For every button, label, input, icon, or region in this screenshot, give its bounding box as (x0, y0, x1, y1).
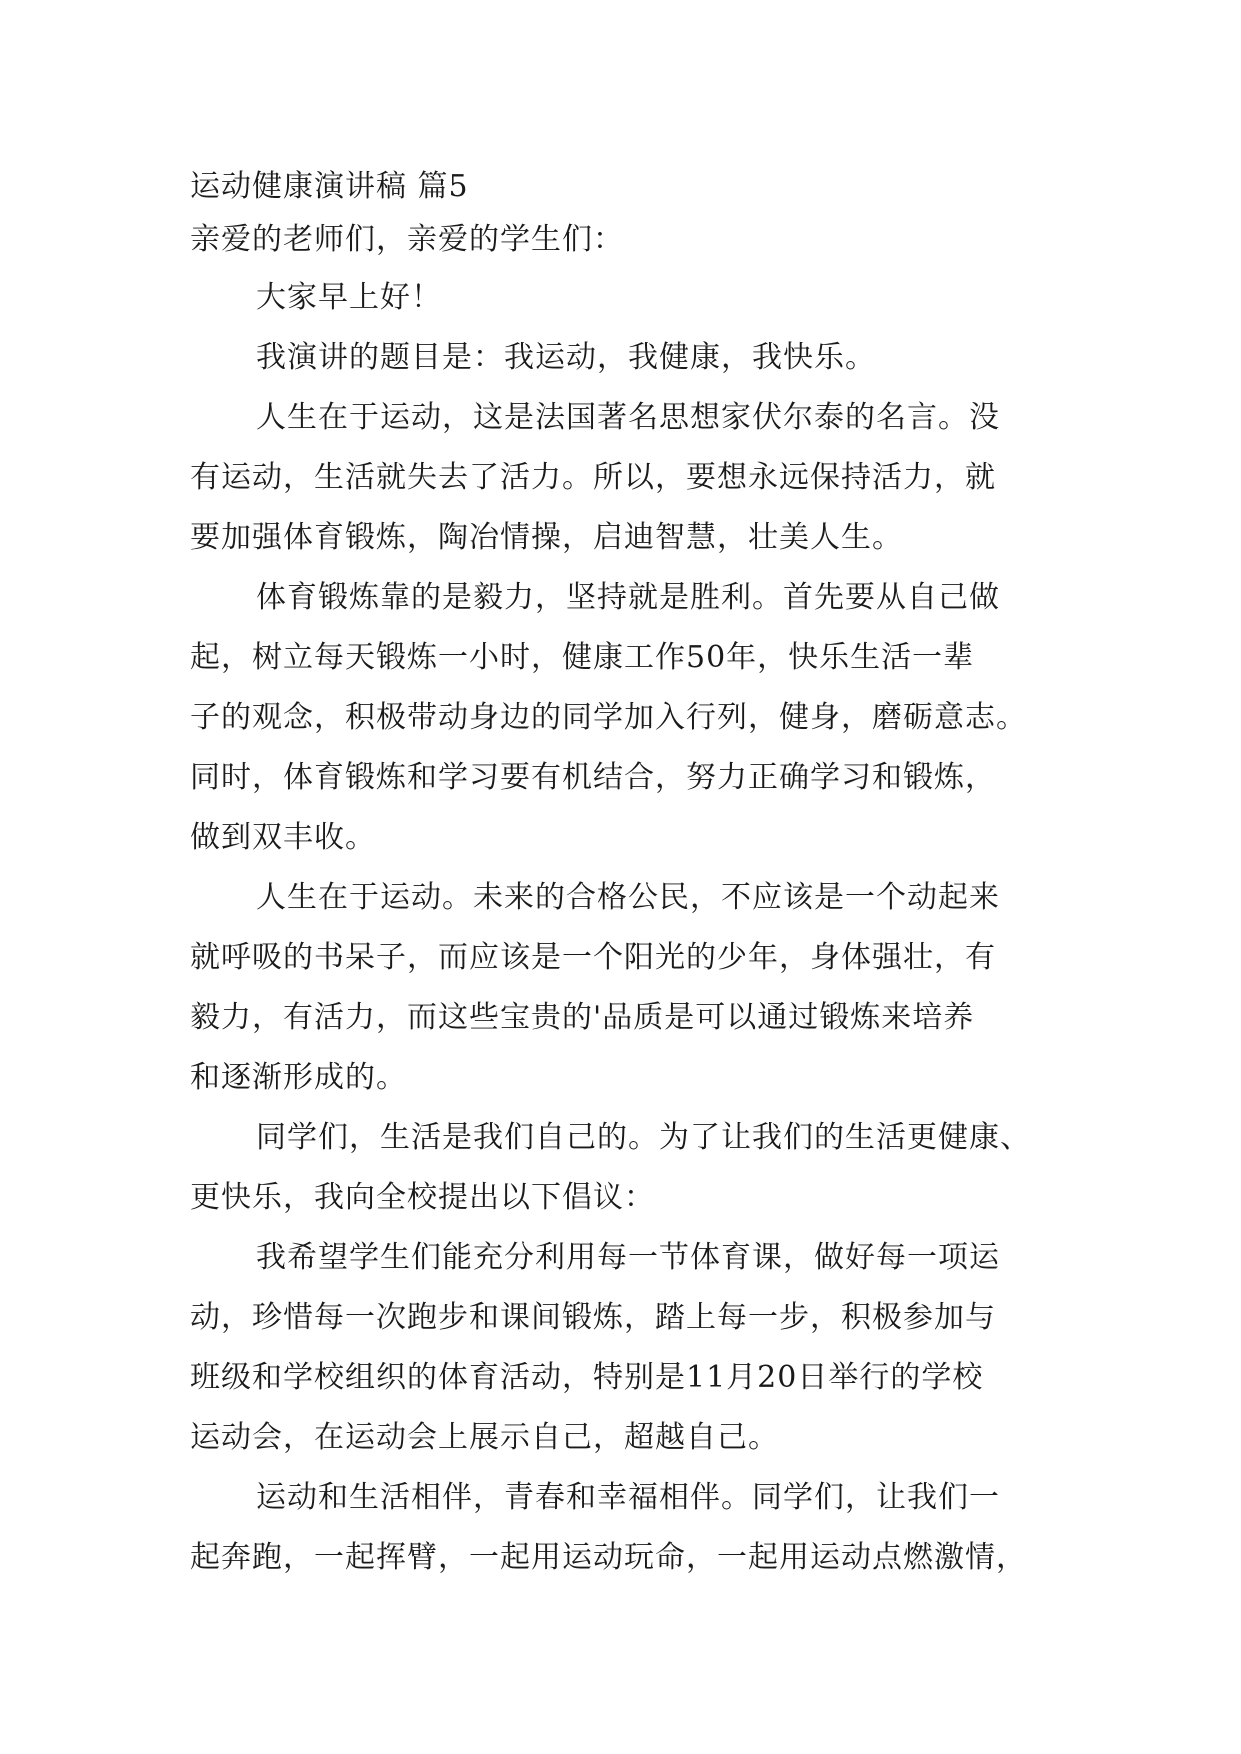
text-line: 和逐渐形成的。 (190, 1060, 407, 1095)
text-line: 我希望学生们能充分利用每一节体育课，做好每一项运 (256, 1240, 1000, 1275)
text-line: 动，珍惜每一次跑步和课间锻炼，踏上每一步，积极参加与 (190, 1300, 996, 1335)
text-line: 人生在于运动，这是法国著名思想家伏尔泰的名言。没 (256, 400, 1000, 435)
text-line: 要加强体育锻炼，陶冶情操，启迪智慧，壮美人生。 (190, 520, 903, 555)
text-line: 起，树立每天锻炼一小时，健康工作50年，快乐生活一辈 (190, 640, 975, 675)
document-title: 运动健康演讲稿 篇5 (190, 169, 469, 204)
text-line: 我演讲的题目是：我运动，我健康，我快乐。 (256, 340, 876, 375)
text-line: 人生在于运动。未来的合格公民，不应该是一个动起来 (256, 880, 1000, 915)
text-line: 同学们，生活是我们自己的。为了让我们的生活更健康、 (256, 1120, 1031, 1155)
text-line: 班级和学校组织的体育活动，特别是11月20日举行的学校 (190, 1360, 984, 1395)
text-line: 毅力，有活力，而这些宝贵的'品质是可以通过锻炼来培养 (190, 1000, 975, 1035)
salutation: 亲爱的老师们，亲爱的学生们： (190, 222, 624, 257)
text-line: 做到双丰收。 (190, 820, 376, 855)
document-body (190, 162, 1058, 1588)
text-line: 子的观念，积极带动身边的同学加入行列，健身，磨砺意志。 (190, 700, 1027, 735)
text-line: 同时，体育锻炼和学习要有机结合，努力正确学习和锻炼， (190, 760, 996, 795)
text-line: 运动会，在运动会上展示自己，超越自己。 (190, 1420, 779, 1455)
text-line: 体育锻炼靠的是毅力，坚持就是胜利。首先要从自己做 (256, 580, 1000, 615)
text-line: 起奔跑，一起挥臂，一起用运动玩命，一起用运动点燃激情， (190, 1540, 1027, 1575)
text-line: 就呼吸的书呆子，而应该是一个阳光的少年，身体强壮，有 (190, 940, 996, 975)
text-line: 大家早上好！ (256, 280, 442, 315)
text-line: 有运动，生活就失去了活力。所以，要想永远保持活力，就 (190, 460, 996, 495)
text-line: 更快乐，我向全校提出以下倡议： (190, 1180, 655, 1215)
text-line: 运动和生活相伴，青春和幸福相伴。同学们，让我们一 (256, 1480, 1000, 1515)
